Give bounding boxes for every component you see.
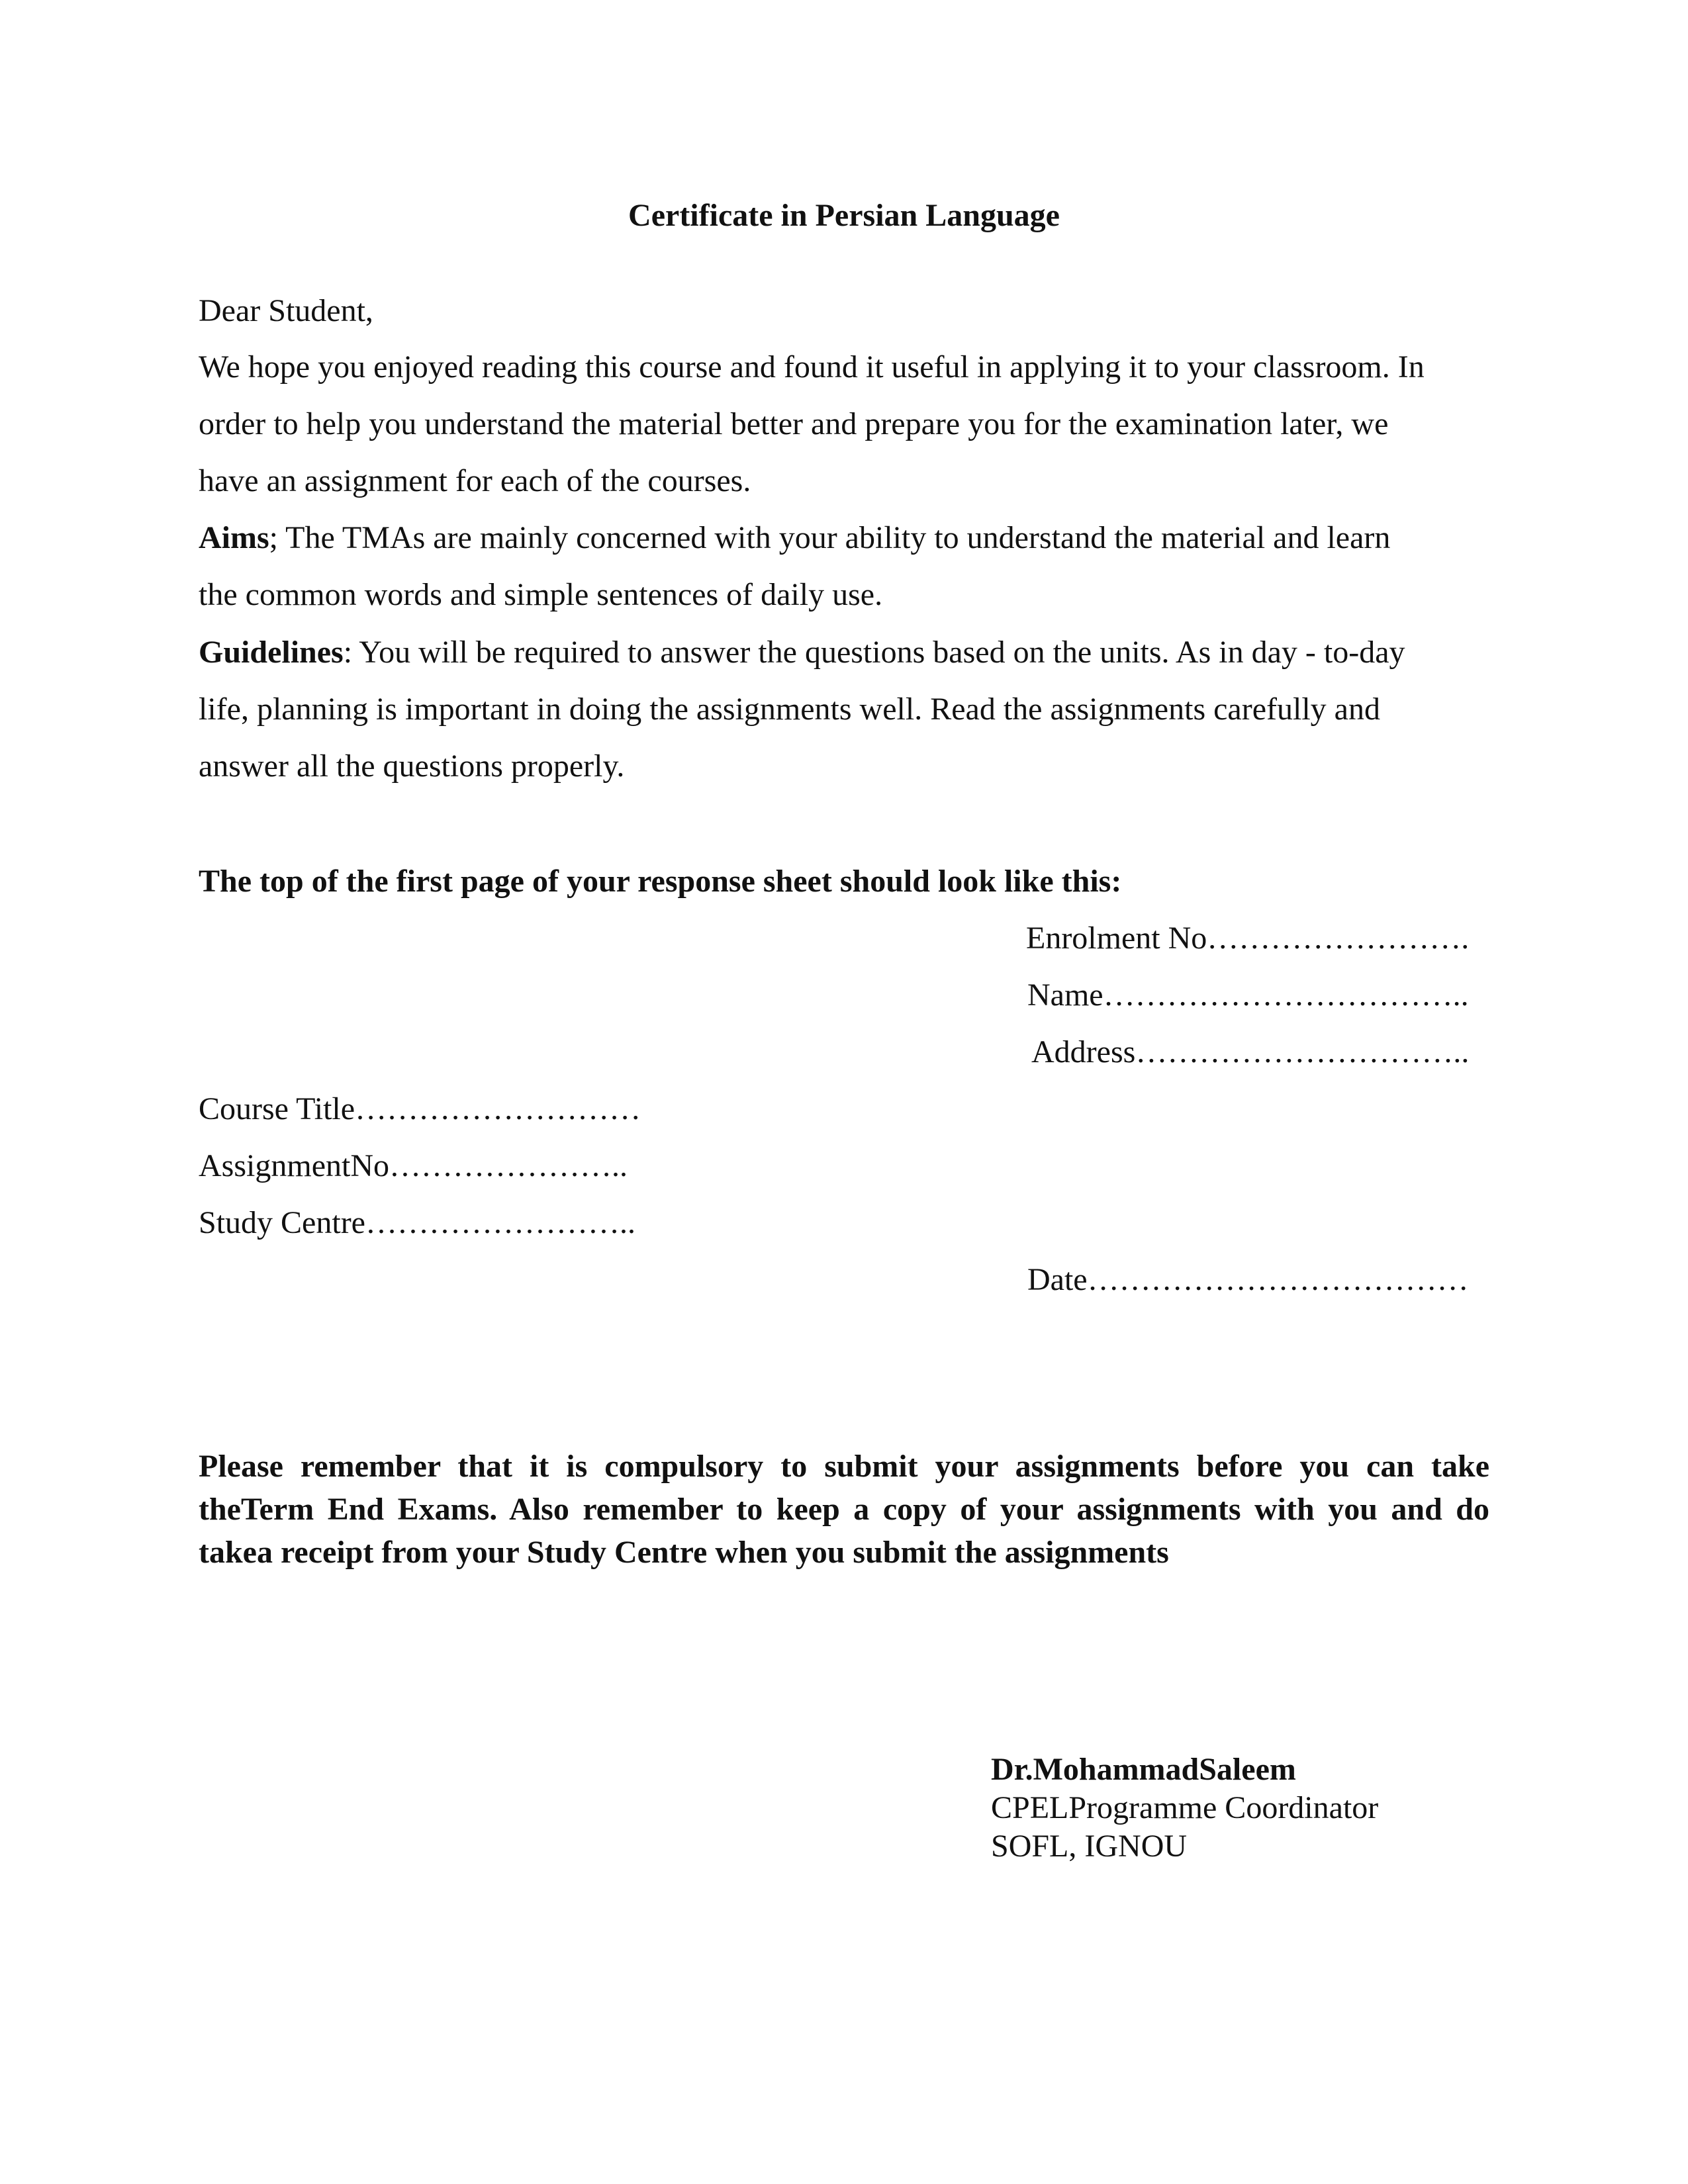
course-title-field: Course Title……………………… xyxy=(199,1091,641,1126)
signature-block xyxy=(991,1751,1378,1866)
date-field: Date……………………………… xyxy=(1027,1262,1469,1297)
reminder-line: takea receipt from your Study Centre when you submit the assignments xyxy=(199,1535,1169,1570)
enrolment-no-field: Enrolment No……………………. xyxy=(1026,921,1470,956)
intro-line: have an assignment for each of the courses. xyxy=(199,463,751,498)
salutation: Dear Student, xyxy=(199,293,373,328)
guidelines-line: answer all the questions properly. xyxy=(199,749,625,784)
submission-reminder xyxy=(199,1445,1489,1574)
study-centre-field: Study Centre…………………….. xyxy=(199,1205,635,1240)
assignment-no-field: AssignmentNo………………….. xyxy=(199,1148,628,1183)
reminder-line: Please remember that it is compulsory to submit your assignments before you can take xyxy=(199,1449,1489,1484)
response-sheet-heading: The top of the first page of your response sheet should look like this: xyxy=(199,864,1122,899)
intro-line: We hope you enjoyed reading this course and found it useful in applying it to your classroom. In xyxy=(199,349,1425,385)
signatory-organization: SOFL, IGNOU xyxy=(991,1829,1188,1864)
guidelines-paragraph xyxy=(199,624,1496,795)
signatory-name: Dr.MohammadSaleem xyxy=(991,1752,1296,1787)
aims-label: Aims xyxy=(199,520,269,555)
intro-paragraph xyxy=(199,339,1496,510)
name-field: Name…………………………….. xyxy=(1027,978,1469,1013)
aims-line xyxy=(199,510,1496,567)
guidelines-label: Guidelines xyxy=(199,635,344,670)
intro-line: order to help you understand the material better and prepare you for the examination later, we xyxy=(199,406,1389,441)
guidelines-line: life, planning is important in doing the assignments well. Read the assignments carefully and xyxy=(199,692,1380,727)
signatory-role: CPELProgramme Coordinator xyxy=(991,1790,1379,1825)
aims-line: the common words and simple sentences of daily use. xyxy=(199,577,883,612)
aims-paragraph xyxy=(199,510,1496,623)
guidelines-line xyxy=(199,624,1496,681)
aims-text: ; The TMAs are mainly concerned with your ability to understand the material and learn xyxy=(269,520,1391,555)
guidelines-text: : You will be required to answer the questions based on the units. As in day - to-day xyxy=(343,635,1405,670)
reminder-line: theTerm End Exams. Also remember to keep a copy of your assignments with you and do xyxy=(199,1492,1489,1527)
address-field: Address………………………….. xyxy=(1031,1034,1470,1069)
document-title: Certificate in Persian Language xyxy=(628,198,1060,233)
